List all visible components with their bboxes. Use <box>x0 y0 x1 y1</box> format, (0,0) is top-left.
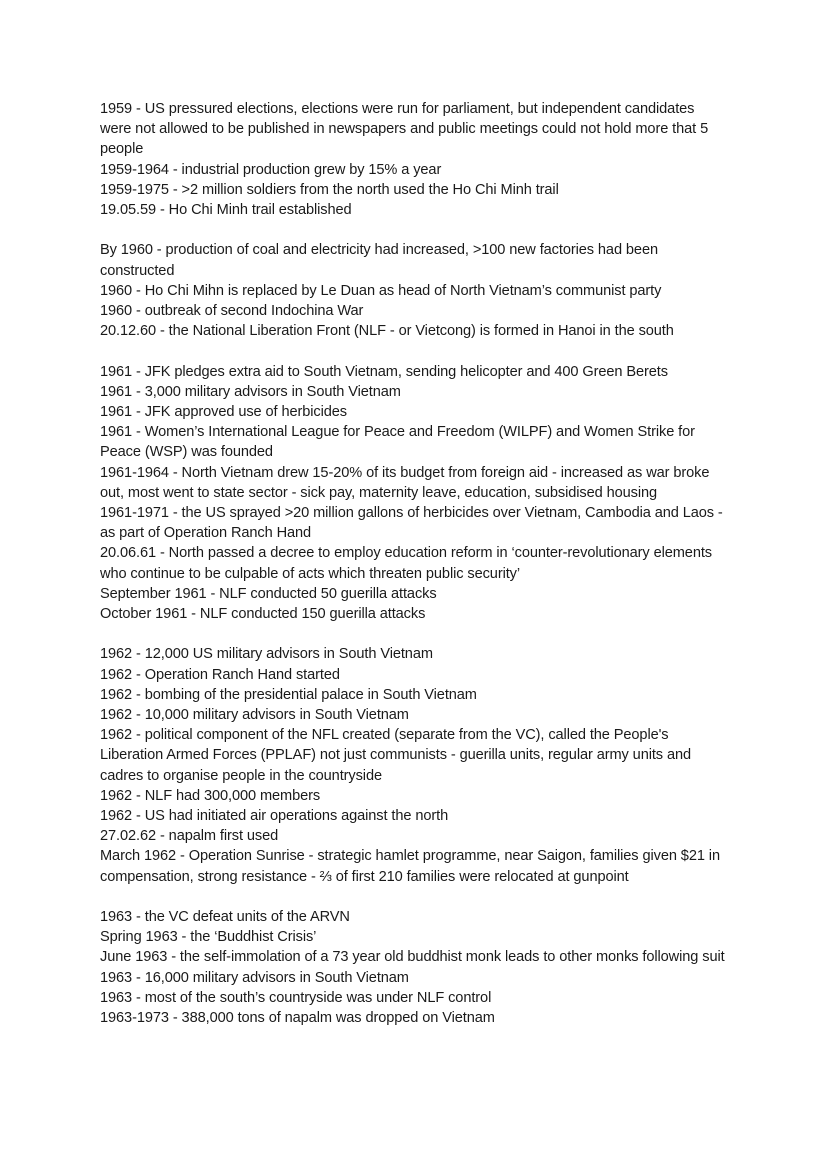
timeline-entry: June 1963 - the self-immolation of a 73 year old buddhist monk leads to other monks following suit <box>100 949 725 966</box>
timeline-entry: 1959 - US pressured elections, elections were run for parliament, but independent candidates were not allowed to be published in newspapers and public meetings could not hold more that 5 people <box>100 101 709 158</box>
timeline-entry: 1962 - Operation Ranch Hand started <box>100 666 340 683</box>
timeline-entry: 1962 - bombing of the presidential palace in South Vietnam <box>100 686 477 703</box>
timeline-entry: September 1961 - NLF conducted 50 guerilla attacks <box>100 585 437 602</box>
timeline-entry: 1963-1973 - 388,000 tons of napalm was dropped on Vietnam <box>100 1010 495 1027</box>
timeline-entry: 1959-1964 - industrial production grew by 15% a year <box>100 161 442 178</box>
timeline-entry: 1963 - 16,000 military advisors in South Vietnam <box>100 969 409 986</box>
timeline-entry: 27.02.62 - napalm first used <box>100 828 279 845</box>
timeline-entry: By 1960 - production of coal and electricity had increased, >100 new factories had been constructed <box>100 242 658 279</box>
timeline-entry: 1962 - 12,000 US military advisors in South Vietnam <box>100 646 433 663</box>
timeline-entry: October 1961 - NLF conducted 150 guerilla attacks <box>100 606 426 623</box>
timeline-entry: March 1962 - Operation Sunrise - strategic hamlet programme, near Saigon, families given $21 in compensation, strong resistance - ⅔ of first 210 families were relocated at gunpoint <box>100 848 720 885</box>
section-1961 <box>100 362 725 625</box>
timeline-entry: 1959-1975 - >2 million soldiers from the north used the Ho Chi Minh trail <box>100 181 559 198</box>
timeline-entry: 1961 - Women’s International League for Peace and Freedom (WILPF) and Women Strike for Peace (WSP) was founded <box>100 424 695 461</box>
timeline-entry: Spring 1963 - the ‘Buddhist Crisis’ <box>100 929 317 946</box>
timeline-entry: 1961 - 3,000 military advisors in South Vietnam <box>100 383 401 400</box>
timeline-entry: 20.12.60 - the National Liberation Front (NLF - or Vietcong) is formed in Hanoi in the south <box>100 323 674 340</box>
timeline-entry: 1960 - Ho Chi Mihn is replaced by Le Duan as head of North Vietnam’s communist party <box>100 282 662 299</box>
timeline-entry: 1962 - 10,000 military advisors in South Vietnam <box>100 707 409 724</box>
timeline-entry: 1961 - JFK approved use of herbicides <box>100 404 347 421</box>
timeline-entry: 1960 - outbreak of second Indochina War <box>100 303 364 320</box>
section-1960 <box>100 240 725 341</box>
timeline-entry: 20.06.61 - North passed a decree to employ education reform in ‘counter-revolutionary elements who continue to be culpable of acts which threaten public security’ <box>100 545 712 582</box>
timeline-entry: 1962 - NLF had 300,000 members <box>100 787 321 804</box>
timeline-entry: 1962 - US had initiated air operations against the north <box>100 808 449 825</box>
timeline-entry: 1961-1971 - the US sprayed >20 million gallons of herbicides over Vietnam, Cambodia and Laos - as part of Operation Ranch Hand <box>100 505 723 542</box>
timeline-entry: 19.05.59 - Ho Chi Minh trail established <box>100 202 352 219</box>
timeline-entry: 1963 - the VC defeat units of the ARVN <box>100 909 350 926</box>
section-1962 <box>100 644 725 886</box>
timeline-entry: 1961-1964 - North Vietnam drew 15-20% of its budget from foreign aid - increased as war broke out, most went to state sector - sick pay, maternity leave, education, subsidised housing <box>100 464 710 501</box>
section-1963 <box>100 907 725 1028</box>
document-page <box>100 99 725 1048</box>
timeline-entry: 1962 - political component of the NFL created (separate from the VC), called the People's Liberation Armed Forces (PPLAF) not just communists - guerilla units, regular army units and cadres to organise people in the countryside <box>100 727 692 784</box>
section-1959 <box>100 99 725 220</box>
timeline-entry: 1961 - JFK pledges extra aid to South Vietnam, sending helicopter and 400 Green Berets <box>100 363 668 380</box>
timeline-entry: 1963 - most of the south’s countryside was under NLF control <box>100 989 492 1006</box>
